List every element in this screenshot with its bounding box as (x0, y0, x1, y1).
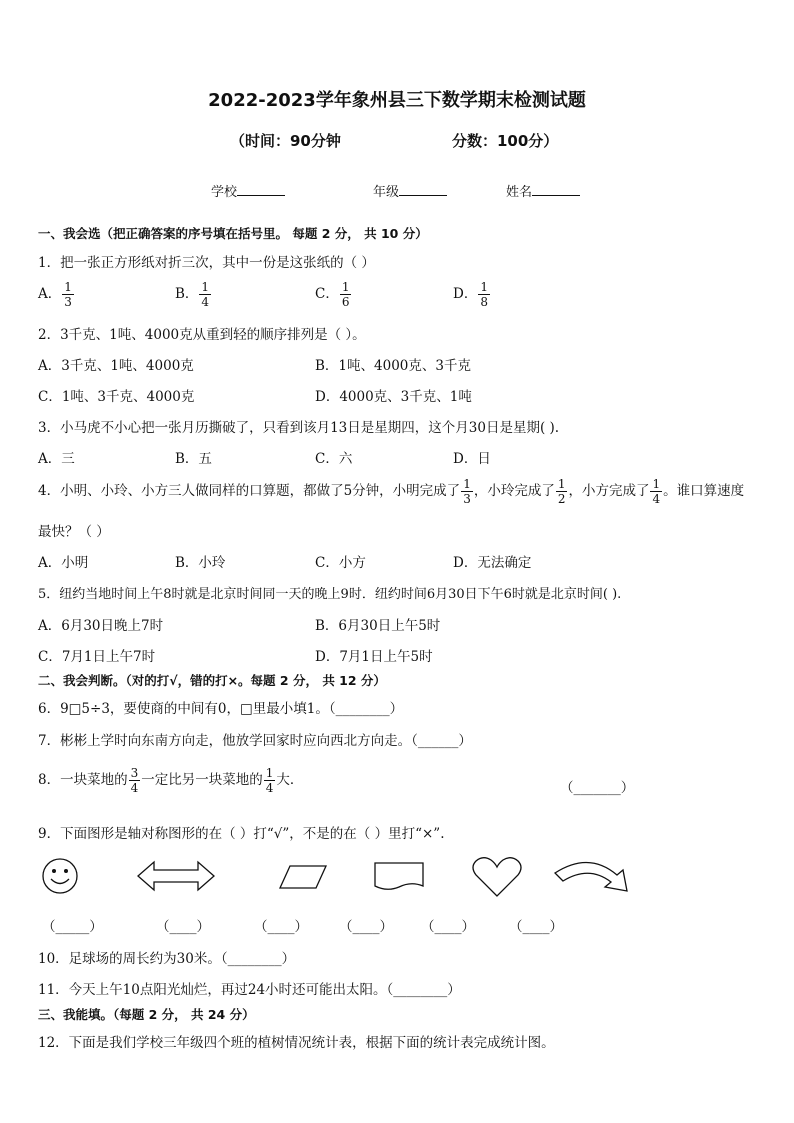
q9-blank-4[interactable]: （____） (339, 919, 393, 935)
section-heading-2: 二、我会判断。（对的打√，错的打×。每题 2 分， 共 12 分） (38, 673, 386, 688)
question-1-stem: 1．把一张正方形纸对折三次，其中一份是这张纸的（ ） (38, 255, 375, 271)
q9-blank-3[interactable]: （____） (254, 919, 308, 935)
q4-option-a[interactable]: A．小明 (38, 555, 89, 571)
curved-arrow-icon (553, 857, 631, 895)
section-heading-3: 三、我能填。（每题 2 分， 共 24 分） (38, 1007, 255, 1022)
page-title: 2022-2023学年象州县三下数学期末检测试题 (208, 90, 586, 111)
name-field[interactable]: 姓名 (506, 181, 580, 200)
question-10: 10．足球场的周长约为30米。（________） (38, 951, 296, 967)
q5-option-a[interactable]: A．6月30日晚上7时 (38, 618, 164, 634)
q4-option-c[interactable]: C．小方 (315, 555, 366, 571)
q5-option-d[interactable]: D．7月1日上午5时 (315, 649, 433, 665)
section-heading-1: 一、我会选（把正确答案的序号填在括号里。 每题 2 分， 共 10 分） (38, 226, 428, 241)
q3-option-a[interactable]: A．三 (38, 451, 75, 467)
q3-option-d[interactable]: D．日 (453, 451, 491, 467)
parallelogram-icon (278, 864, 328, 890)
q5-option-c[interactable]: C．7月1日上午7时 (38, 649, 156, 665)
q2-option-b[interactable]: B．1吨、4000克、3千克 (315, 358, 471, 374)
question-4-line2: 最快？（ ） (38, 524, 110, 540)
q8-answer-blank[interactable]: （_______） (560, 780, 635, 796)
question-9-stem: 9．下面图形是轴对称图形的在（ ）打“√”，不是的在（ ）里打“×”. (38, 826, 445, 842)
q1-option-c[interactable]: C． $\frac{1}{6}$ (315, 280, 350, 309)
q2-option-a[interactable]: A．3千克、1吨、4000克 (38, 358, 194, 374)
q1-option-b[interactable]: B． $\frac{1}{4}$ (175, 280, 210, 309)
exam-time: （时间：90分钟 (230, 132, 341, 150)
question-6: 6．9□5÷3，要使商的中间有0，□里最小填1。（________） (38, 701, 404, 717)
question-7: 7．彬彬上学时向东南方向走，他放学回家时应向西北方向走。（______） (38, 733, 472, 749)
q9-blank-5[interactable]: （____） (421, 919, 475, 935)
q2-option-c[interactable]: C．1吨、3千克、4000克 (38, 389, 195, 405)
q4-option-d[interactable]: D．无法确定 (453, 555, 532, 571)
q5-option-b[interactable]: B．6月30日上午5时 (315, 618, 441, 634)
question-8: 8．一块菜地的 $\frac{3}{4}$ 一定比另一块菜地的 $\frac{1}{4}$ 大． (38, 766, 304, 795)
q9-blank-1[interactable]: （_____） (42, 919, 103, 935)
wavy-rectangle-icon (373, 860, 425, 892)
q3-option-b[interactable]: B．五 (175, 451, 212, 467)
school-field[interactable]: 学校 (211, 181, 285, 200)
q9-blank-6[interactable]: （____） (509, 919, 563, 935)
grade-field[interactable]: 年级 (373, 181, 447, 200)
double-arrow-icon (136, 859, 216, 893)
question-2-stem: 2．3千克、1吨、4000克从重到轻的顺序排列是（ ）。 (38, 327, 366, 343)
question-12: 12．下面是我们学校三年级四个班的植树情况统计表，根据下面的统计表完成统计图。 (38, 1035, 555, 1051)
q3-option-c[interactable]: C．六 (315, 451, 353, 467)
q9-blank-2[interactable]: （____） (156, 919, 210, 935)
smiley-face-icon (40, 857, 80, 895)
q1-option-d[interactable]: D． $\frac{1}{8}$ (453, 280, 488, 309)
q4-option-b[interactable]: B．小玲 (175, 555, 226, 571)
question-11: 11．今天上午10点阳光灿烂，再过24小时还可能出太阳。（________） (38, 982, 461, 998)
question-4-stem: 4．小明、小玲、小方三人做同样的口算题，都做了5分钟，小明完成了 $\frac{1}{3}$ ，小玲完成了 $\frac{1}{2}$ ，小方完成了 $\frac{1}{4}$ 。谁口算速度 (38, 477, 745, 506)
question-5-stem: 5．纽约当地时间上午8时就是北京时间同一天的晚上9时．纽约时间6月30日下午6时就是北京时间( ). (38, 587, 622, 602)
heart-icon (471, 856, 523, 898)
question-3-stem: 3．小马虎不小心把一张月历撕破了，只看到该月13日是星期四，这个月30日是星期( ). (38, 420, 560, 436)
q1-option-a[interactable]: A． $\frac{1}{3}$ (38, 280, 72, 309)
exam-score: 分数：100分） (452, 132, 559, 150)
q2-option-d[interactable]: D．4000克、3千克、1吨 (315, 389, 472, 405)
